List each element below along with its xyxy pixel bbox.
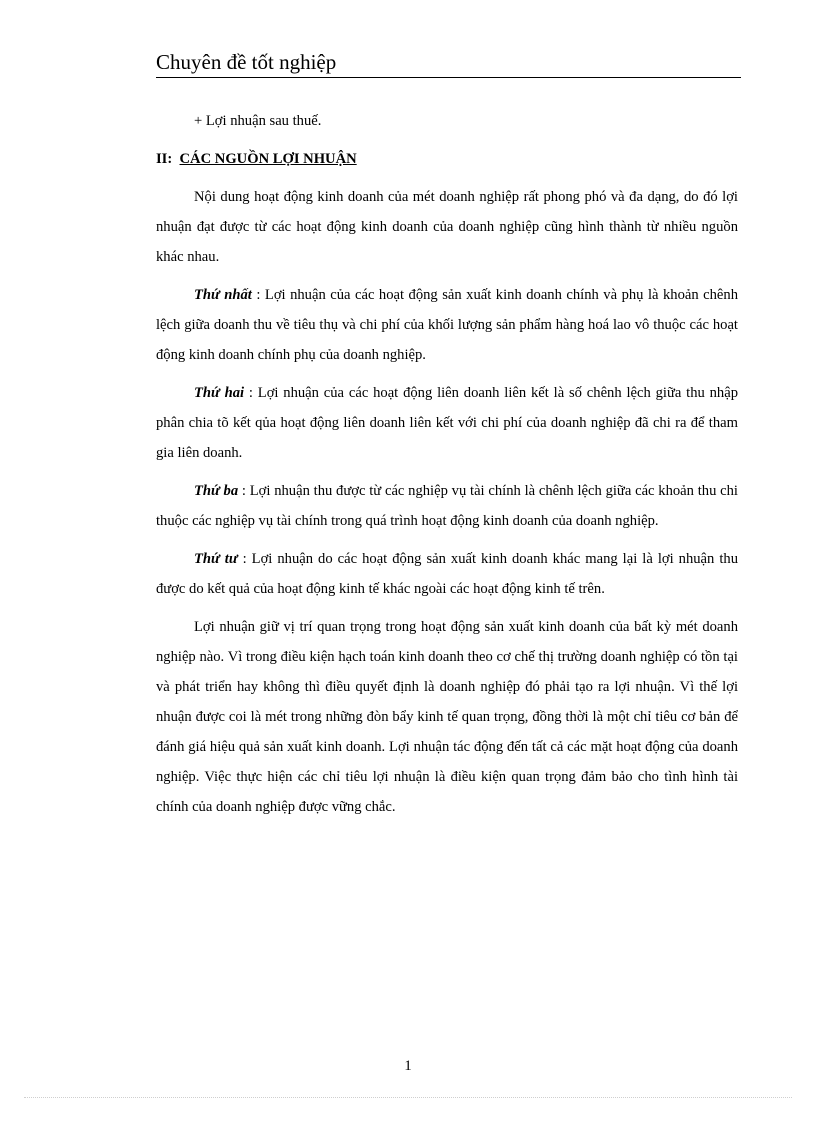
paragraph-body: : Lợi nhuận do các hoạt động sản xuất kinh doanh khác mang lại là lợi nhuận thu được do kết quả của hoạt động kinh tế khác ngoài các hoạt động kinh tế trên.	[156, 551, 738, 597]
paragraph-lead: Thứ ba	[194, 483, 239, 499]
section-number: II:	[156, 151, 173, 167]
footer-divider	[24, 1097, 792, 1098]
paragraph-first-source	[156, 280, 738, 370]
paragraph-fourth-source	[156, 544, 738, 604]
header-divider	[156, 77, 741, 78]
section-heading	[156, 144, 738, 174]
page-content	[156, 106, 738, 830]
paragraph-body: : Lợi nhuận của các hoạt động sản xuất kinh doanh chính và phụ là khoản chênh lệch giữa doanh thu về tiêu thụ và chi phí của khối lượng sản phẩm hàng hoá lao vô thuộc các hoạt động kinh doanh chính phụ của doanh nghiệp.	[156, 287, 738, 363]
paragraph-lead: Thứ nhất	[194, 287, 252, 303]
paragraph-body: : Lợi nhuận của các hoạt động liên doanh liên kết là số chênh lệch giữa thu nhập phân chia tõ kết qủa hoạt động liên doanh liên kết với chi phí của doanh nghiệp đã chi ra để tham gia liên doanh.	[156, 385, 738, 461]
paragraph-third-source	[156, 476, 738, 536]
paragraph-second-source	[156, 378, 738, 468]
header-title: Chuyên đề tốt nghiệp	[156, 50, 337, 74]
page-number: 1	[404, 1058, 412, 1074]
conclusion-paragraph: Lợi nhuận giữ vị trí quan trọng trong hoạt động sản xuất kinh doanh của bất kỳ mét doanh nghiệp nào. Vì trong điều kiện hạch toán kinh doanh theo cơ chế thị trường doanh nghiệp có tồn tại và phát triển hay không thì điều quyết định là doanh nghiệp đó phải tạo ra lợi nhuận. Vì thế lợi nhuận được coi là mét trong những đòn bẩy kinh tế quan trọng, đồng thời là một chỉ tiêu cơ bản để đánh giá hiệu quả sản xuất kinh doanh. Lợi nhuận tác động đến tất cả các mặt hoạt động của doanh nghiệp. Việc thực hiện các chỉ tiêu lợi nhuận là điều kiện quan trọng đảm bảo cho tình hình tài chính của doanh nghiệp được vững chắc.	[156, 619, 738, 815]
paragraph-lead: Thứ tư	[194, 551, 238, 567]
paragraph-lead: Thứ hai	[194, 385, 245, 401]
paragraph-body: : Lợi nhuận thu được từ các nghiệp vụ tài chính là chênh lệch giữa các khoản thu chi thuộc các nghiệp vụ tài chính trong quá trình hoạt động kinh doanh của doanh nghiệp.	[156, 483, 738, 529]
intro-paragraph: Nội dung hoạt động kinh doanh của mét doanh nghiệp rất phong phó và đa dạng, do đó lợi nhuận đạt được từ các hoạt động kinh doanh của doanh nghiệp cũng hình thành từ nhiều nguồn khác nhau.	[156, 189, 738, 265]
bullet-line: + Lợi nhuận sau thuế.	[194, 113, 322, 129]
section-title: CÁC NGUỒN LỢI NHUẬN	[179, 151, 357, 167]
